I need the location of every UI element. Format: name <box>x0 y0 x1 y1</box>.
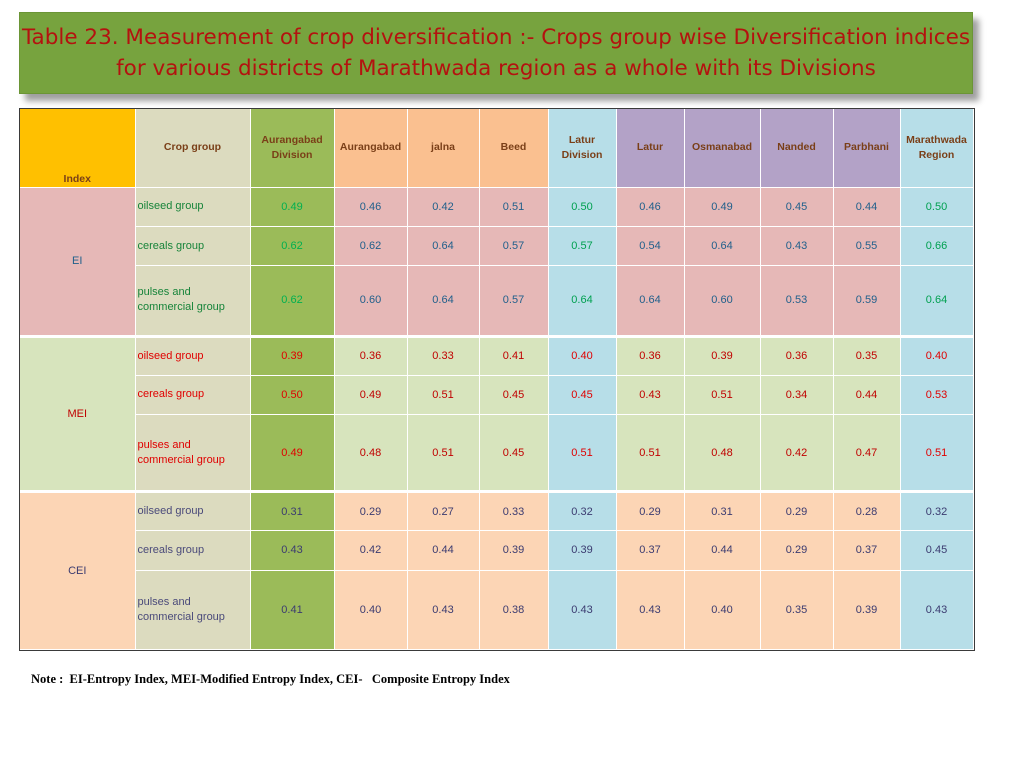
value-cell: 0.33 <box>407 336 479 375</box>
header-row <box>20 109 973 187</box>
value-cell: 0.40 <box>334 570 407 649</box>
value-cell: 0.43 <box>407 570 479 649</box>
value-cell: 0.57 <box>479 266 548 336</box>
header-marathwada-region: Marathwada Region <box>900 109 973 187</box>
header-index: Index <box>20 109 135 187</box>
value-cell: 0.64 <box>900 266 973 336</box>
value-cell: 0.44 <box>407 531 479 570</box>
value-cell: 0.45 <box>760 187 833 226</box>
index-label-cei: CEI <box>20 492 135 650</box>
value-cell: 0.59 <box>833 266 900 336</box>
value-cell: 0.32 <box>900 492 973 531</box>
value-cell: 0.39 <box>548 531 616 570</box>
value-cell: 0.27 <box>407 492 479 531</box>
value-cell: 0.40 <box>548 336 616 375</box>
value-cell: 0.51 <box>900 414 973 491</box>
value-cell: 0.29 <box>760 531 833 570</box>
value-cell: 0.38 <box>479 570 548 649</box>
value-cell: 0.49 <box>334 375 407 414</box>
table-row <box>20 375 973 414</box>
value-cell: 0.44 <box>833 187 900 226</box>
value-cell: 0.31 <box>250 492 334 531</box>
value-cell: 0.40 <box>684 570 760 649</box>
value-cell: 0.29 <box>334 492 407 531</box>
value-cell: 0.51 <box>407 375 479 414</box>
crop-group-cell: pulses and commercial group <box>135 570 250 649</box>
value-cell: 0.34 <box>760 375 833 414</box>
value-cell: 0.57 <box>479 227 548 266</box>
value-cell: 0.41 <box>479 336 548 375</box>
value-cell: 0.43 <box>616 570 684 649</box>
value-cell: 0.64 <box>407 227 479 266</box>
value-cell: 0.44 <box>684 531 760 570</box>
header-nanded: Nanded <box>760 109 833 187</box>
value-cell: 0.45 <box>900 531 973 570</box>
value-cell: 0.37 <box>616 531 684 570</box>
header-parbhani: Parbhani <box>833 109 900 187</box>
value-cell: 0.55 <box>833 227 900 266</box>
value-cell: 0.54 <box>616 227 684 266</box>
value-cell: 0.60 <box>684 266 760 336</box>
value-cell: 0.50 <box>900 187 973 226</box>
value-cell: 0.43 <box>548 570 616 649</box>
value-cell: 0.45 <box>479 414 548 491</box>
value-cell: 0.49 <box>684 187 760 226</box>
value-cell: 0.47 <box>833 414 900 491</box>
value-cell: 0.64 <box>407 266 479 336</box>
value-cell: 0.43 <box>250 531 334 570</box>
table-title-line-1: Table 23. Measurement of crop diversification :- Crops group wise Diversification indices <box>21 25 971 50</box>
table-row <box>20 531 973 570</box>
header-aurangabad: Aurangabad <box>334 109 407 187</box>
value-cell: 0.50 <box>548 187 616 226</box>
diversification-table <box>20 109 974 650</box>
header-beed: Beed <box>479 109 548 187</box>
value-cell: 0.60 <box>334 266 407 336</box>
value-cell: 0.39 <box>250 336 334 375</box>
value-cell: 0.64 <box>684 227 760 266</box>
header-latur-division: Latur Division <box>548 109 616 187</box>
value-cell: 0.53 <box>760 266 833 336</box>
value-cell: 0.42 <box>334 531 407 570</box>
value-cell: 0.35 <box>760 570 833 649</box>
crop-group-cell: cereals group <box>135 227 250 266</box>
value-cell: 0.64 <box>548 266 616 336</box>
header-osmanabad: Osmanabad <box>684 109 760 187</box>
value-cell: 0.29 <box>616 492 684 531</box>
table-row <box>20 570 973 649</box>
value-cell: 0.36 <box>760 336 833 375</box>
value-cell: 0.42 <box>407 187 479 226</box>
value-cell: 0.36 <box>616 336 684 375</box>
value-cell: 0.51 <box>548 414 616 491</box>
value-cell: 0.50 <box>250 375 334 414</box>
crop-group-cell: oilseed group <box>135 336 250 375</box>
value-cell: 0.43 <box>616 375 684 414</box>
value-cell: 0.53 <box>900 375 973 414</box>
value-cell: 0.51 <box>479 187 548 226</box>
value-cell: 0.51 <box>684 375 760 414</box>
value-cell: 0.62 <box>250 227 334 266</box>
crop-group-cell: oilseed group <box>135 187 250 226</box>
value-cell: 0.48 <box>684 414 760 491</box>
value-cell: 0.49 <box>250 187 334 226</box>
value-cell: 0.64 <box>616 266 684 336</box>
table-row <box>20 187 973 226</box>
table-row <box>20 414 973 491</box>
value-cell: 0.41 <box>250 570 334 649</box>
value-cell: 0.46 <box>334 187 407 226</box>
value-cell: 0.62 <box>250 266 334 336</box>
header-jalna: jalna <box>407 109 479 187</box>
header-latur: Latur <box>616 109 684 187</box>
crop-group-cell: pulses and commercial group <box>135 414 250 491</box>
value-cell: 0.40 <box>900 336 973 375</box>
value-cell: 0.57 <box>548 227 616 266</box>
value-cell: 0.45 <box>479 375 548 414</box>
value-cell: 0.29 <box>760 492 833 531</box>
value-cell: 0.39 <box>833 570 900 649</box>
value-cell: 0.49 <box>250 414 334 491</box>
crop-group-cell: cereals group <box>135 531 250 570</box>
value-cell: 0.43 <box>900 570 973 649</box>
value-cell: 0.42 <box>760 414 833 491</box>
value-cell: 0.44 <box>833 375 900 414</box>
value-cell: 0.46 <box>616 187 684 226</box>
table-row <box>20 266 973 336</box>
crop-group-cell: cereals group <box>135 375 250 414</box>
value-cell: 0.35 <box>833 336 900 375</box>
index-label-ei: EI <box>20 187 135 336</box>
table-row <box>20 227 973 266</box>
index-label-mei: MEI <box>20 336 135 492</box>
value-cell: 0.51 <box>407 414 479 491</box>
table-title-line-2: for various districts of Marathwada region as a whole with its Divisions <box>116 56 876 81</box>
value-cell: 0.39 <box>479 531 548 570</box>
value-cell: 0.45 <box>548 375 616 414</box>
value-cell: 0.43 <box>760 227 833 266</box>
value-cell: 0.32 <box>548 492 616 531</box>
value-cell: 0.39 <box>684 336 760 375</box>
header-crop-group: Crop group <box>135 109 250 187</box>
value-cell: 0.51 <box>616 414 684 491</box>
value-cell: 0.31 <box>684 492 760 531</box>
header-aurangabad-division: Aurangabad Division <box>250 109 334 187</box>
value-cell: 0.62 <box>334 227 407 266</box>
value-cell: 0.37 <box>833 531 900 570</box>
table-row <box>20 336 973 375</box>
table-row <box>20 492 973 531</box>
value-cell: 0.48 <box>334 414 407 491</box>
table-title <box>19 12 973 94</box>
crop-group-cell: pulses and commercial group <box>135 266 250 336</box>
value-cell: 0.28 <box>833 492 900 531</box>
crop-group-cell: oilseed group <box>135 492 250 531</box>
value-cell: 0.66 <box>900 227 973 266</box>
value-cell: 0.33 <box>479 492 548 531</box>
footnote: Note : EI-Entropy Index, MEI-Modified Entropy Index, CEI- Composite Entropy Index <box>31 672 510 686</box>
value-cell: 0.36 <box>334 336 407 375</box>
